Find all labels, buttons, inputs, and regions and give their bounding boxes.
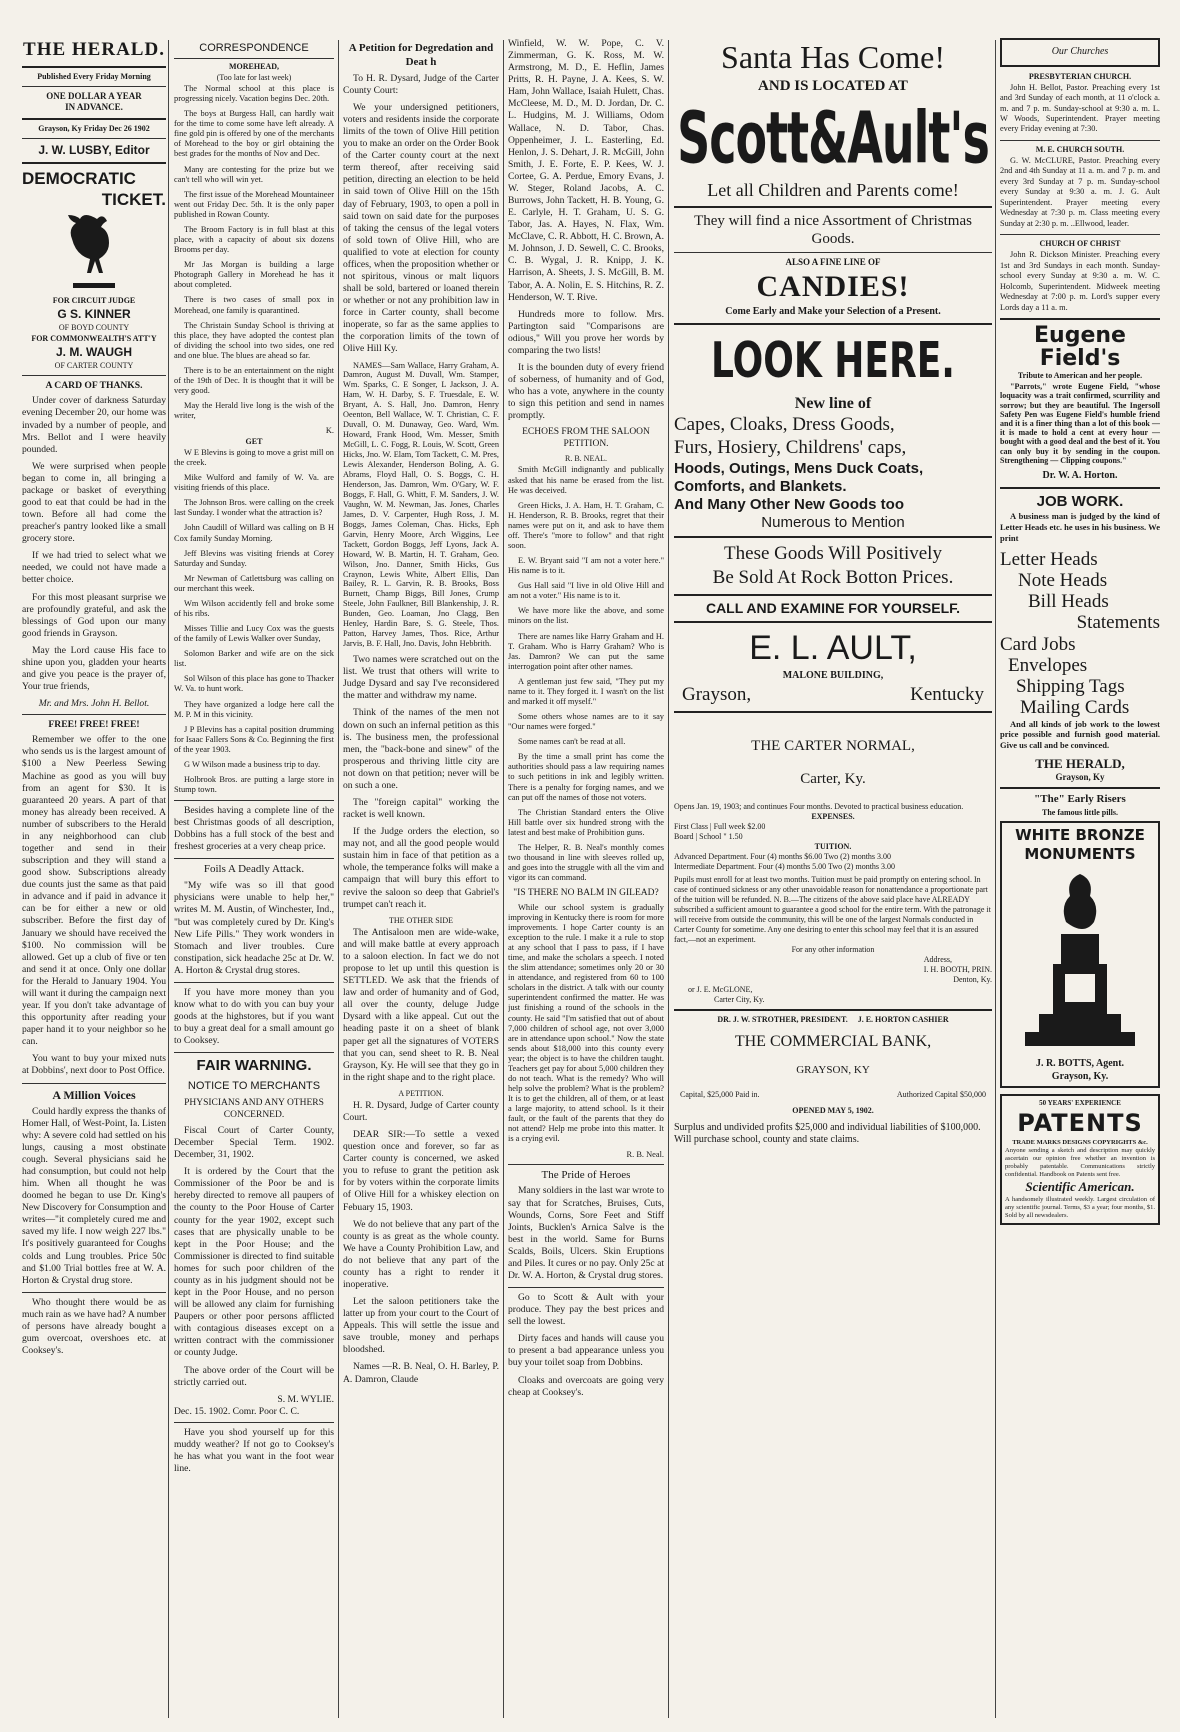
divider [674, 1009, 992, 1011]
echoes-heading: ECHOES FROM THE SALOON PETITION. [522, 427, 650, 450]
divider [22, 66, 166, 68]
news-item: The Johnson Bros. were calling on the creek last Sunday. I wonder what the attraction is? [174, 498, 334, 518]
column-rule [338, 40, 339, 1718]
bank-place: GRAYSON, KY [796, 1063, 870, 1076]
normal-intro: Opens Jan. 19, 1903; and continues Four months. Devoted to practical business education. [674, 802, 964, 812]
methodist-paragraph: G. W. McCLURE, Pastor. Preaching every 2nd and 4th Sunday at 11 a. m. and 7 p. m. and every 3rd Sunday at 7 p. m. Sunday-school every Sunday at 9:30 a. m. J. G. Ault Superintendent. Prayer meeting every Wednesday at 7:30 p. m. Class meeting every Sunday at 2:30 p. m. ..Ellwood, leader. [1000, 156, 1160, 228]
store-name: Scott&Ault's [677, 96, 989, 180]
echo-item: A gentleman just few said, "They put my name to it. They forged it. I wasn't on the list and marked it off myself." [508, 676, 664, 706]
divider [1000, 487, 1160, 489]
names-paragraph: It is the bounden duty of every friend of soberness, of humanity and of God, who has a vote, anywhere in the county to sign this petition and send in names promptly. [508, 362, 664, 422]
names-continued: Winfield, W. W. Pope, C. V. Zimmerman, G. K. Ross, M. W. Armstrong, M. D., E. Heflin, James Pritts, R. H. Payne, J. A. Kees, S. W. Ham, John Wallace, Isaiah Hulett, Chas. McCleese, M. D., M. D. Jordan, Dr. C. L. Hudgins, M. J. Williams, Odom Wallace, N. D. Tabor, Chas. Oppenheimer, J. L. Easterling, Ed. Henlon, J. S. Dehart, J. R. McGill, John Smith, J. E. Forte, E. P. Kees, W. J. Cortee, G. A. Perdue, Emory Evans, J. W. Steger, Roland Jacobs, A. C. Burrows, John Tackett, H. B. Young, G. E. Carlyle, H. T. Graham, U. S. G. Tabor, Jas. A. Hayes, N. Flax, Wm. McClave, C. R. Abbott, H. C. Brown, A. M. Johnson, J. D. Sewell, C. C. Brooks, C. B. Wygal, J. R. Knipp, J. K. Harrison, A. Sheets, J. S. McGill, B. M. Tabor, A. A. Nolin, E. S. Hitchins, R. Z. Henderson, W. T. Rive. [508, 38, 664, 303]
balm-paragraph: While our school system is gradually improving in Kentucky there is room for more improvements. I hope Carter county is an exception to the rule. I make it a rule to stop at any school that I pass to pass, if I have time, and make the scholars a speech. I noted the slim attendance; sometimes only 20 or 30 in attendance, and registered from 60 to 100 scholars in the district. A talk with our county superintendent confirmed the matter. He was just finishing a round of the schools in the county. He said "I'm satisfied that out of about 7,000 children of school age, not over 3,000 are in attendance upon school." Now the state sends about $18,000 into this county every year; the object is to have the children taught. Teachers get pay for about 5,000 children they do not teach. What is the remedy? Who will help solve the problem? What is the problem? It is to get the children, all of them, or at least a large majority, to attend school. Is it their fault, or the fault of the parents that they do not attend? Help me probe into this matter. It is a crying evil. [508, 902, 664, 1144]
news-item: G W Wilson made a business trip to day. [184, 759, 321, 769]
money-paragraph: If you have more money than you know what to do with you can buy your goods at the highstores, but if you want to buy a great deal for a small amount go to Cooksey. [174, 986, 334, 1047]
echo-item: The Helper, R. B. Neal's monthly comes two thousand in line with sleeves rolled up, and goes into the struggle with all the vim and vigor its can command. [508, 842, 664, 883]
echoes-byline: R. B. NEAL. [565, 454, 607, 464]
foils-paragraph: "My wife was so ill that good physicians were unable to help her," writes M. M. Austin, of Winchester, Ind., "but was completely cured by Dr. King's New Life Pills." They work wonders in Stomach and liver troubles. Cure constipation, sick headache 25c at Dr. W. A. Horton & Crystal drug stores. [174, 880, 334, 976]
mcglone-name: or J. E. McGLONE, [688, 985, 753, 995]
news-item: Sol Wilson of this place has gone to Thacker W. Va. to hunt work. [174, 674, 334, 694]
column-4 [508, 38, 664, 1720]
petition-names: NAMES—Sam Wallace, Harry Graham, A. Damron, August M. Duvall, Wm. Stamper, Wm. Sparks, C. E Songer, L Jackson, J. A. Ham, W. H. Darby, S. F. Truesdale, E. W. Bryant, A. S. Hall, Jno. Damron, Henry Oeenton, Bell Wallace, W. T. Christian, C. F. Duvall, O. M. Dunaway, Geo. Ward, Wm. Howard, Frank Hood, Wm. Messer, Smith McGill, L. C. Fogg, R. Louis, W. Scott, Green Hicks, Jno. W. Elam, Tom Tackett, C. M. Pres, Lewis Alexander, Henderson Boling, A. G. Abrams, Floyd Hall, O. S. Boggs, C. H. Henderson, Jas. Damron, Wm. O'Gary, W. F. Boggs, F. Hall, G. Whitt, F. M. Sanders, J. W. Vaughn, W. M. Newman, Jas. Jones, Charles James, D. V. Carpenter, Hugh Ross, J. M. Boggs, James Coleman, Chas. Hicks, Eph Garvin, Henry Moore, Arch Wiggins, Lee Tackett, Gordon Boggs, Jeff Lyons, Jack A. Howard, W. B. Martin, H. T. Graham, Geo. Wilson, Jno. Danner, Smith Hicks, Gus Craynon, Lewis White, Albert Ellis, Dan Bailey, R. L. Garvin, R. B. Brooks, Boss Burnett, Champ Biggs, Bill Jones, Crump Steele, John Faulkner, Bill Blankenship, J. R. Bunden, Geo. Loaman, Jno Clagg, Ben Henley, Hardin Bare, S. G. Steele, Thos. Patton, Harvey James, Thos. Rice, Arthur Jarvis, B. F. Hall, Jno. Davis, John Hebbrith. [343, 360, 499, 649]
tuition-line: Intermediate Department. Four (4) months 5.00 Two (2) months 3.00 [674, 862, 896, 872]
echo-item: Smith McGill indignantly and publically asked that his name be erased from the list. He was deceived. [508, 465, 664, 495]
prices-line: Be Sold At Rock Botton Prices. [712, 566, 954, 588]
news-item: Wm Wilson accidently fell and broke some of his ribs. [174, 598, 334, 618]
divider [674, 711, 992, 713]
news-item: Holbrook Bros. are putting a large store in Stump town. [174, 774, 334, 795]
job-item: Bill Heads [1028, 591, 1109, 613]
goods-line: And Many Other New Goods too [674, 495, 905, 513]
petition-address: To H. R. Dysard, Judge of the Carter County Court: [343, 72, 499, 96]
divider [22, 714, 166, 715]
malone-line: MALONE BUILDING, [782, 670, 884, 682]
goods-line: Hoods, Outings, Mens Duck Coats, [674, 459, 924, 477]
botts-name: J. R. BOTTS, Agent. [1035, 1058, 1125, 1070]
job-item: Shipping Tags [1016, 676, 1125, 698]
divider [508, 1287, 664, 1288]
million-heading: A Million Voices [52, 1087, 136, 1102]
petition-paragraph: The "foreign capital" working the racket is well known. [343, 797, 499, 821]
monuments-heading: MONUMENTS [1024, 845, 1136, 864]
echo-item: By the time a small print has come the authorities should pass a law requiring names to such petitions in ink and legibly written. There is a penalty for forging names, and we can put off the names of those not voters. [508, 752, 664, 802]
divider [508, 1164, 664, 1165]
thanks-paragraph: May the Lord cause His face to shine upon you, gladden your hearts and give you peace is the prayer of, Your true friends, [22, 644, 166, 693]
price-advance: IN ADVANCE. [65, 102, 123, 113]
news-item: Misses Tillie and Lucy Cox was the guests of the family of Lewis Walker over Sunday, [174, 624, 334, 644]
echo-item: Green Hicks, J. A. Ham, H. T. Graham, C. H. Henderson, R. B. Brooks, regret that their names were put on it, and ask to have them off. There's "more to follow" and that right soon. [508, 500, 664, 550]
column-3 [343, 38, 499, 1720]
pride-paragraph: Many soldiers in the last war wrote to say that for Scratches, Bruises, Cuts, Wounds, Corns, Sore Feet and Stiff Joints, Bucklen's Arnica Salve is the best in the world. Same for Burns Scalds, Boils, Ulcers. Skin Eruptions and Piles. It cures or no pay. Only 25c at Dr. W. A. Horton, & Crystal drug stores. [508, 1185, 664, 1281]
news-item: The Broom Factory is in full blast at this place, with a capacity of about six dozens Brooms per day. [174, 224, 334, 255]
surplus-line: Surplus and undivided profits $25,000 and individual liabilities of $100,000. Will purchase school, county and state claims. [674, 1121, 981, 1146]
divider [22, 118, 166, 120]
rain-paragraph: Who thought there would be as much rain as we have had? A number of persons have already bought a gum overcoat, overshoes etc. at Cooksey's. [22, 1296, 166, 1357]
news-item: There is two cases of small pox in Morehead, one family is quarantined. [174, 295, 334, 315]
column-2 [174, 38, 334, 1720]
news-item: Jeff Blevins was visiting friends at Corey Saturday and Sunday. [174, 548, 334, 568]
petition-heading: A Petition for Degredation and Deat h [348, 42, 494, 68]
authorized-line: Authorized Capital $50,000 [896, 1089, 986, 1099]
horton-name: Dr. W. A. Horton. [1042, 469, 1118, 481]
churches-heading: Our Churches [1000, 38, 1160, 67]
divider [22, 138, 166, 139]
children-line: Let all Children and Parents come! [707, 180, 959, 201]
kentucky-label: Kentucky [910, 683, 984, 705]
divider [674, 536, 992, 538]
goods-line: Furs, Hosiery, Childrens' caps, [674, 437, 907, 458]
news-item: Many are contesting for the prize but we can't tell who will win yet. [174, 164, 334, 184]
herald-place: Grayson, Ky [1055, 772, 1105, 783]
fiscal-line: Fiscal Court of Carter County, December Special Term. 1902. December, 31, 1902. [174, 1125, 334, 1161]
thanks-heading: A CARD OF THANKS. [45, 380, 143, 392]
echo-item: There are names like Harry Graham and H. T. Graham. Who is Harry Graham? Who is Jas. Damron? We can put the same interrogation point after other names. [508, 631, 664, 671]
divider [174, 858, 334, 859]
petition-paragraph: Think of the names of the men not down on such an infernal petition as this is. The business men, the professional men, the "back-bone and sinew" of the prosperous and thriving little city are not down on that petition; never will be on such a one. [343, 707, 499, 791]
soap-paragraph: Dirty faces and hands will cause you to present a bad appearance unless you buy your toilet soap from Dobbins. [508, 1333, 664, 1369]
notice-heading: NOTICE TO MERCHANTS [187, 1080, 321, 1093]
job-item: Card Jobs [1000, 633, 1076, 655]
divider [22, 375, 166, 376]
bank-heading: THE COMMERCIAL BANK, [734, 1032, 932, 1050]
petition2-paragraph: We do not believe that any part of the county is as great as the whole county. We have a County Prohibition Law, and do not believe that any part of the county has a right to render it inoperative. [343, 1218, 499, 1290]
address-label: Address, [923, 955, 952, 965]
million-paragraph: Could hardly express the thanks of Homer Hall, of West-Point, Ia. Listen why: A severe cold had settled on his lungs, causing a most obstinate cough. Several physicians said he had consumption, but could not help him. When all thought he was doomed he began to use Dr. King's New Discovery for Consumption and writes—"it completely cured me and saved my life. I now weigh 227 lbs." It's positively guaranteed for Coughs colds and Lung troubles. Price 50c and $1.00 Trial bottles free at W. A. Horton & Crystal drug store. [22, 1105, 166, 1286]
correspondence-heading: CORRESPONDENCE [174, 42, 334, 59]
free-heading: FREE! FREE! FREE! [48, 719, 140, 731]
judge-county: OF BOYD COUNTY [58, 322, 130, 332]
divider [674, 206, 992, 208]
order-paragraph: It is ordered by the Court that the Commissioner of the Poor be and is hereby directed to remove all paupers of the county to the Poor House of Carter county for the year 1902, except such cases that are physically unable to be kept in the Poor House; and the Commissioner is directed to find suitable homes for such poor children of the county as in his judgment should not be kept in the Poor House, and no person will be allowed any claim for furnishing Paupers or other poor persons afflicted with contagious diseases except on a written contract with the commissioner or county Judge. [174, 1166, 334, 1359]
divider [674, 252, 992, 253]
divider [174, 800, 334, 801]
free-paragraph: Remember we offer to the one who sends us is the largest amount of $100 a New Peerless Sewing Machine as good as you will buy from an agent for $30. It is guaranteed 20 years. A part of that money has already been received. A number of subscribers to the Herald in any neighborhood can club together and send in their subscription and they will stand a good show. Subscriptions already due counts just the same as that paid in advance and if paid in advance it can be for either a new or old subscriber. Before the first day of January we should have received the $100. No commission will be allowed. Get up a club of five or ten and send it at once. Only one dollar for the Herald to January 1904. You will want it during the campaign next year. If you don't take advantage of this opportunity after reading your paper hand it to your neighbor so he can. [22, 734, 166, 1048]
names-paragraph: Hundreds more to follow. Mrs. Partington said "Comparisons are odious," Will you prove her words by comparing the two lists! [508, 308, 664, 356]
judge-label: FOR CIRCUIT JUDGE [52, 295, 136, 305]
job-kinds-paragraph: And all kinds of job work to the lowest price possible and furnish good material. Give us call and be convinced. [1000, 718, 1160, 751]
news-item: May the Herald live long is the wish of the writer, [174, 401, 334, 421]
atty-label: FOR COMMONWEALTH'S ATT'Y [31, 334, 157, 344]
foils-heading: Foils A Deadly Attack. [203, 863, 305, 876]
find-line: They will find a nice Assortment of Christmas Goods. [694, 212, 972, 247]
christ-heading: CHURCH OF CHRIST [1039, 239, 1121, 249]
job-work-paragraph: A business man is judged by the kind of Letter Heads etc. he uses in his business. We print [1000, 511, 1160, 543]
news-item: John Caudill of Willard was calling on B H Cox family Sunday Morning. [174, 523, 334, 543]
column-rule [995, 40, 996, 1718]
job-item: Statements [1076, 612, 1160, 634]
echo-item: The Christian Standard enters the Olive Hill battle over six hundred strong with the latest and best make of Prohibition guns. [508, 807, 664, 837]
scientific-american: Scientific American. [1025, 1179, 1135, 1195]
job-item: Mailing Cards [1020, 697, 1130, 719]
echo-item: Some names can't be read at all. [518, 737, 626, 747]
news-item: J P Blevins has a capital position drumming for Isaac Fallers Sons & Co. Beginning the first of the year 1903. [174, 724, 334, 754]
news-item: Mr Newman of Catlettsburg was calling on our merchant this week. [174, 573, 334, 593]
atty-name: J. M. WAUGH [55, 345, 132, 360]
column-1 [22, 38, 166, 1720]
tuition-heading: TUITION. [814, 842, 852, 852]
order-signature: S. M. WYLIE. [277, 1393, 334, 1405]
eugene-heading: Eugene Field's [1034, 322, 1126, 372]
petition-paragraph: We your undersigned petitioners, voters and residents inside the corporate limits of the town of Olive Hill petition you to make an order on the Order Book of the Carter county court at the next term thereof, after receiving said petition, directing an election to be held in said town of Olive Hill on the 15th day of February, 1903, to open a poll in said town on said date for the purposes of taking the census of the legal voters of sold town of Olive Hill, who are qualified to vote at election for county offices, when the proposition whether or not spiritous, vinous or malt liquors shall be sold, bartered or loaned therein or whether or not any prohibition law in force in Carter county, shall become inoperate, so far as the same applies to the corporation limits of the town of Olive Hill Ky. [343, 101, 499, 355]
divider [1000, 234, 1160, 235]
sciam-paragraph: A handsomely illustrated weekly. Largest circulation of any scientific journal. Terms, $3 a year; four months, $1. Sold by all newsdealers. [1005, 1195, 1155, 1220]
echo-item: E. W. Bryant said "I am not a voter here." His name is to it. [508, 556, 664, 576]
echo-item: Some others whose names are to it say "Our names were forged." [508, 712, 664, 732]
balm-signature: R. B. Neal. [626, 1149, 664, 1159]
morehead-heading: MOREHEAD, [229, 61, 279, 71]
years-line: 50 YEARS' EXPERIENCE [1039, 1099, 1121, 1108]
christ-paragraph: John R. Dickson Minister. Preaching every 1st and 3rd Sundays in each month. Sunday-school every Sunday at 9:30 a. m. W. C. Holcomb, Superintendent. Midweek meeting Wednesday at 7:00 p. m. Lord's supper every Lords day a 11 a. m. [1000, 250, 1160, 312]
located-line: AND IS LOCATED AT [758, 78, 908, 95]
petition2-names: Names —R. B. Neal, O. H. Barley, P. A. Damron, Claude [343, 1361, 499, 1385]
goods-line: Numerous to Mention [761, 513, 905, 531]
echo-item: Gus Hall said "I live in old Olive Hill and am not a voter." His name is to it. [508, 581, 664, 601]
thanks-paragraph: For this most pleasant surprise we are profoundly grateful, and ask the blessings of God upon our many good friends in Grayson. [22, 591, 166, 639]
fair-warning-heading: FAIR WARNING. [196, 1057, 312, 1075]
monument-icon [1005, 864, 1155, 1054]
news-item: Mike Wulford and family of W. Va. are visiting friends of this place. [174, 473, 334, 493]
news-item: They have organized a lodge here call the M. P. M in this vicinity. [174, 699, 334, 719]
goods-line: Comforts, and Blankets. [674, 477, 847, 495]
ticket-subtitle: TICKET. [101, 190, 166, 210]
news-item: The boys at Burgess Hall, can hardly wait for the time to come some have left already. A fine gold pin is offered by one of the merchants of Morehead to the boy or girl obtaining the best grades for the months of Nov and Dec. [174, 109, 334, 159]
tuition-line: Advanced Department. Four (4) months $6.00 Two (2) months 3.00 [674, 852, 892, 862]
expenses-heading: EXPENSES. [811, 812, 855, 822]
call-line: CALL AND EXAMINE FOR YOURSELF. [705, 599, 961, 616]
presbyterian-heading: PRESBYTERIAN CHURCH. [1028, 71, 1132, 81]
physicians-heading: PHYSICIANS AND ANY OTHERS CONCERNED. [184, 1098, 324, 1121]
job-item: Letter Heads [1000, 548, 1098, 570]
petition2-heading: A PETITION. [398, 1088, 444, 1098]
balm-heading: "IS THERE NO BALM IN GILEAD? [513, 888, 659, 899]
santa-heading: Santa Has Come! [721, 39, 945, 75]
booth-name: I. H. BOOTH, PRIN. [923, 965, 992, 975]
bank-officers: DR. J. W. STROTHER, PRESIDENT. J. E. HORTON CASHIER [717, 1015, 949, 1025]
candies-heading: CANDIES! [756, 270, 910, 304]
eugene-paragraph: "Parrots," wrote Eugene Field, "whose loquacity was a trait confirmed, scurrility and sorrow; but they are beautiful. The Ingersoll Safety Pen was Eugene Field's humble friend and it is a finer thing than a lot of this book — it is made to hold a cent at every hour — bought with a good deal and the best of it. You can only buy it by sending in the coupon. Strengthening — Clipping coupons." [1000, 382, 1160, 465]
methodist-heading: M. E. CHURCH SOUTH. [1035, 144, 1125, 154]
divider [674, 323, 992, 325]
news-item: Mr Jas Morgan is building a large Photograph Gallery in Morehead he has it about completed. [174, 260, 334, 290]
other-side-paragraph: The Antisaloon men are wide-wake, and will make battle at every approach to a saloon election. In fact we do not propose to let up until this question is SETTLED. We ask that the friends of law and order of humanity and of God, all over the county, deluge Judge Dysard with a like appeal. Cut out the heading paste it on a sheet of blank paper get all the signatures of VOTERS that you can, send sheet to R. B. Neal Grayson, Ky. He will see that they go in in the right shape and to the right place. [343, 926, 499, 1083]
column-rule [168, 40, 169, 1718]
news-item: The first issue of the Morehead Mountaineer went out Friday Dec. 5th. It is the only paper published in Rowan County. [174, 189, 334, 219]
news-item: The Normal school at this place is progressing nicely. Vacation begins Dec. 20th. [174, 84, 334, 104]
normal-terms: Pupils must enroll for at least two months. Tuition must be paid promptly on entering school. In case of continued sickness or any other unavoidable reason for nonattendance a proportionate part of the tuition will be refunded. N. B.—The citizens of the above said place have ALREADY subscribed a sufficient amount to guarantee a good school for the entire term. With the patronage it will receive from outside the community, this will be one of the largest Normals conducted in Carter County for sometime. Any one desiring to enter this school may feel that it is an assured fact,—not an experiment. [674, 875, 991, 945]
shoes-paragraph: Have you shod yourself up for this muddy weather? If not go to Cooksey's he has what you want in the foot wear line. [174, 1426, 334, 1475]
carter-city-place: Carter City, Ky. [714, 995, 765, 1005]
trade-marks-line: TRADE MARKS DESIGNS COPYRIGHTS &c. [1012, 1138, 1148, 1146]
echo-item: We have more like the above, and some minors on the list. [508, 606, 664, 626]
price-line: ONE DOLLAR A YEAR [46, 91, 142, 102]
divider [1000, 318, 1160, 320]
get-heading: GET [245, 437, 263, 447]
column-5 [674, 38, 992, 1720]
pride-heading: The Pride of Heroes [541, 1168, 631, 1181]
thanks-paragraph: If we had tried to select what we needed, we could not have made a better choice. [22, 550, 166, 586]
divider [22, 1083, 166, 1084]
goods-line: Capes, Cloaks, Dress Goods, [674, 414, 895, 436]
capital-line: Capital, $25,000 Paid in. [680, 1089, 760, 1099]
job-item: Envelopes [1008, 654, 1088, 676]
news-item: W E Blevins is going to move a grist mill on the creek. [174, 447, 334, 468]
expense-line: Board | School " 1.50 [674, 832, 743, 842]
thanks-signature: Mr. and Mrs. John H. Bellot. [38, 698, 150, 710]
denton-place: Denton, Ky. [953, 975, 992, 985]
petition2-paragraph: DEAR SIR:—To settle a vexed question once and forever, so far as Carter county is concerned, we asked you to refuse to grant the petition ask for by voters within the corporate limits of Olive Hill for a whiskey election on Febuary 15, 1903. [343, 1129, 499, 1213]
date-line: Grayson, Ky Friday Dec 26 1902 [38, 123, 150, 133]
thanks-paragraph: Under cover of darkness Saturday evening December 20, our home was invaded by a number of people, and Mrs. Bellot and I were heavily pounded. [22, 395, 166, 455]
nuts-paragraph: You want to buy your mixed nuts at Dobbins', next door to Post Office. [22, 1053, 166, 1077]
grayson-label: Grayson, [682, 683, 752, 705]
opened-line: OPENED MAY 5, 1902. [792, 1105, 874, 1115]
expense-line: First Class | Full week $2.00 [674, 822, 766, 832]
white-bronze-heading: WHITE BRONZE [1015, 826, 1145, 845]
job-work-heading: JOB WORK. [1036, 492, 1124, 510]
column-rule [503, 40, 504, 1718]
botts-place: Grayson, Ky. [1051, 1070, 1109, 1082]
normal-heading: THE CARTER NORMAL, [751, 737, 915, 754]
petition-paragraph: Two names were scratched out on the list. We trust that others will write to Judge Dysard and say I've reconsidered the matter and withdraw my name. [343, 654, 499, 702]
divider [174, 1422, 334, 1423]
news-item: There is to be an entertainment on the night of the 19th of Dec. It is thought that it will be very good. [174, 365, 334, 396]
positively-line: These Goods Will Positively [724, 542, 942, 564]
petition2-address: H. R. Dysard, Judge of Carter county Court. [343, 1099, 499, 1123]
column-rule [668, 40, 669, 1718]
petition2-paragraph: Let the saloon petitioners take the latter up from your court to the Court of Appeals. This will settle the issue and save trouble, money and perhaps bloodshed. [343, 1296, 499, 1356]
divider [1000, 140, 1160, 141]
early-risers-heading: "The" Early Risers [1034, 793, 1126, 806]
column-6 [1000, 38, 1160, 1720]
eugene-subheading: Tribute to American and her people. [1017, 371, 1143, 381]
news-item: The Christain Sunday School is thriving at this place, they have adopted the contest plan of dividing the school into two sides, one red and one blue. The blues are ahead so far. [174, 320, 334, 360]
early-risers-sub: The famous little pills. [1041, 808, 1118, 818]
other-side-heading: THE OTHER SIDE [389, 915, 453, 925]
monument-ad [1000, 821, 1160, 1088]
divider [22, 86, 166, 87]
divider [674, 594, 992, 596]
order-date: Dec. 15. 1902. Comr. Poor C. C. [174, 1405, 300, 1417]
atty-county: OF CARTER COUNTY [54, 361, 134, 371]
thanks-paragraph: We were surprised when people began to come in, all bringing a package or basket of everything good to eat that could be had in the town. Before all had come the preacher's pantry looked like a small grocery store. [22, 460, 166, 545]
judge-name: G S. KINNER [57, 306, 131, 321]
divider [22, 1292, 166, 1293]
also-line: ALSO A FINE LINE OF [785, 256, 881, 267]
divider [674, 621, 992, 623]
job-item: Note Heads [1018, 569, 1108, 591]
divider [174, 1052, 334, 1053]
normal-place: Carter, Ky. [800, 770, 866, 787]
presbyterian-paragraph: John H. Bellot, Pastor. Preaching every 1st and 3rd Sunday of each month, at 11 o'clock a. m. and 7 p. m. Sunday-school at 9:30 a. m. L. W Woods, Superintendent. Prayer meeting every Friday evening at 7:30. [1000, 82, 1160, 134]
cloaks-paragraph: Cloaks and overcoats are going very cheap at Cooksey's. [508, 1374, 664, 1398]
produce-paragraph: Go to Scott & Ault with your produce. They pay the best prices and sell the lowest. [508, 1292, 664, 1328]
ticket-title: DEMOCRATIC [22, 168, 136, 188]
editor-line: J. W. LUSBY, Editor [38, 142, 150, 157]
herald-name: THE HERALD, [1035, 755, 1125, 771]
come-early-line: Come Early and Make your Selection of a Present. [725, 306, 941, 318]
look-here-heading: LOOK HERE. [710, 333, 955, 389]
petition-paragraph: If the Judge orders the election, so may not, and all the good people would sustain him in face of that petition as a whole, the temperance folks will make a campaign that will bury this effort to revive the saloon so deep that Gabriel's trumpet can't reach it. [343, 826, 499, 910]
patents-heading: PATENTS [1017, 1109, 1143, 1138]
masthead: THE HERALD. [23, 39, 165, 60]
order-paragraph: The above order of the Court will be strictly carried out. [174, 1364, 334, 1388]
new-line-label: New line of [794, 395, 872, 413]
dobbins-paragraph: Besides having a complete line of the best Christmas goods of all description, Dobbins has a full stock of the best and freshest groceries at a very cheap price. [174, 805, 334, 853]
writer-signature: K. [325, 426, 334, 436]
normal-info-line: For any other information [791, 945, 875, 955]
pub-line: Published Every Friday Morning [37, 71, 151, 81]
patents-paragraph: Anyone sending a sketch and description may quickly ascertain our opinion free whether an invention is probably patentable. Communications strictly confidential. Handbook on Patents sent free. [1005, 1146, 1155, 1179]
news-item: Solomon Barker and wife are on the sick list. [174, 649, 334, 669]
rooster-icon [22, 211, 166, 295]
ault-name: E. L. AULT, [749, 629, 917, 668]
late-note: (Too late for last week) [216, 72, 292, 82]
divider [22, 162, 166, 164]
divider [1000, 787, 1160, 789]
divider [174, 982, 334, 983]
patents-ad [1000, 1094, 1160, 1225]
